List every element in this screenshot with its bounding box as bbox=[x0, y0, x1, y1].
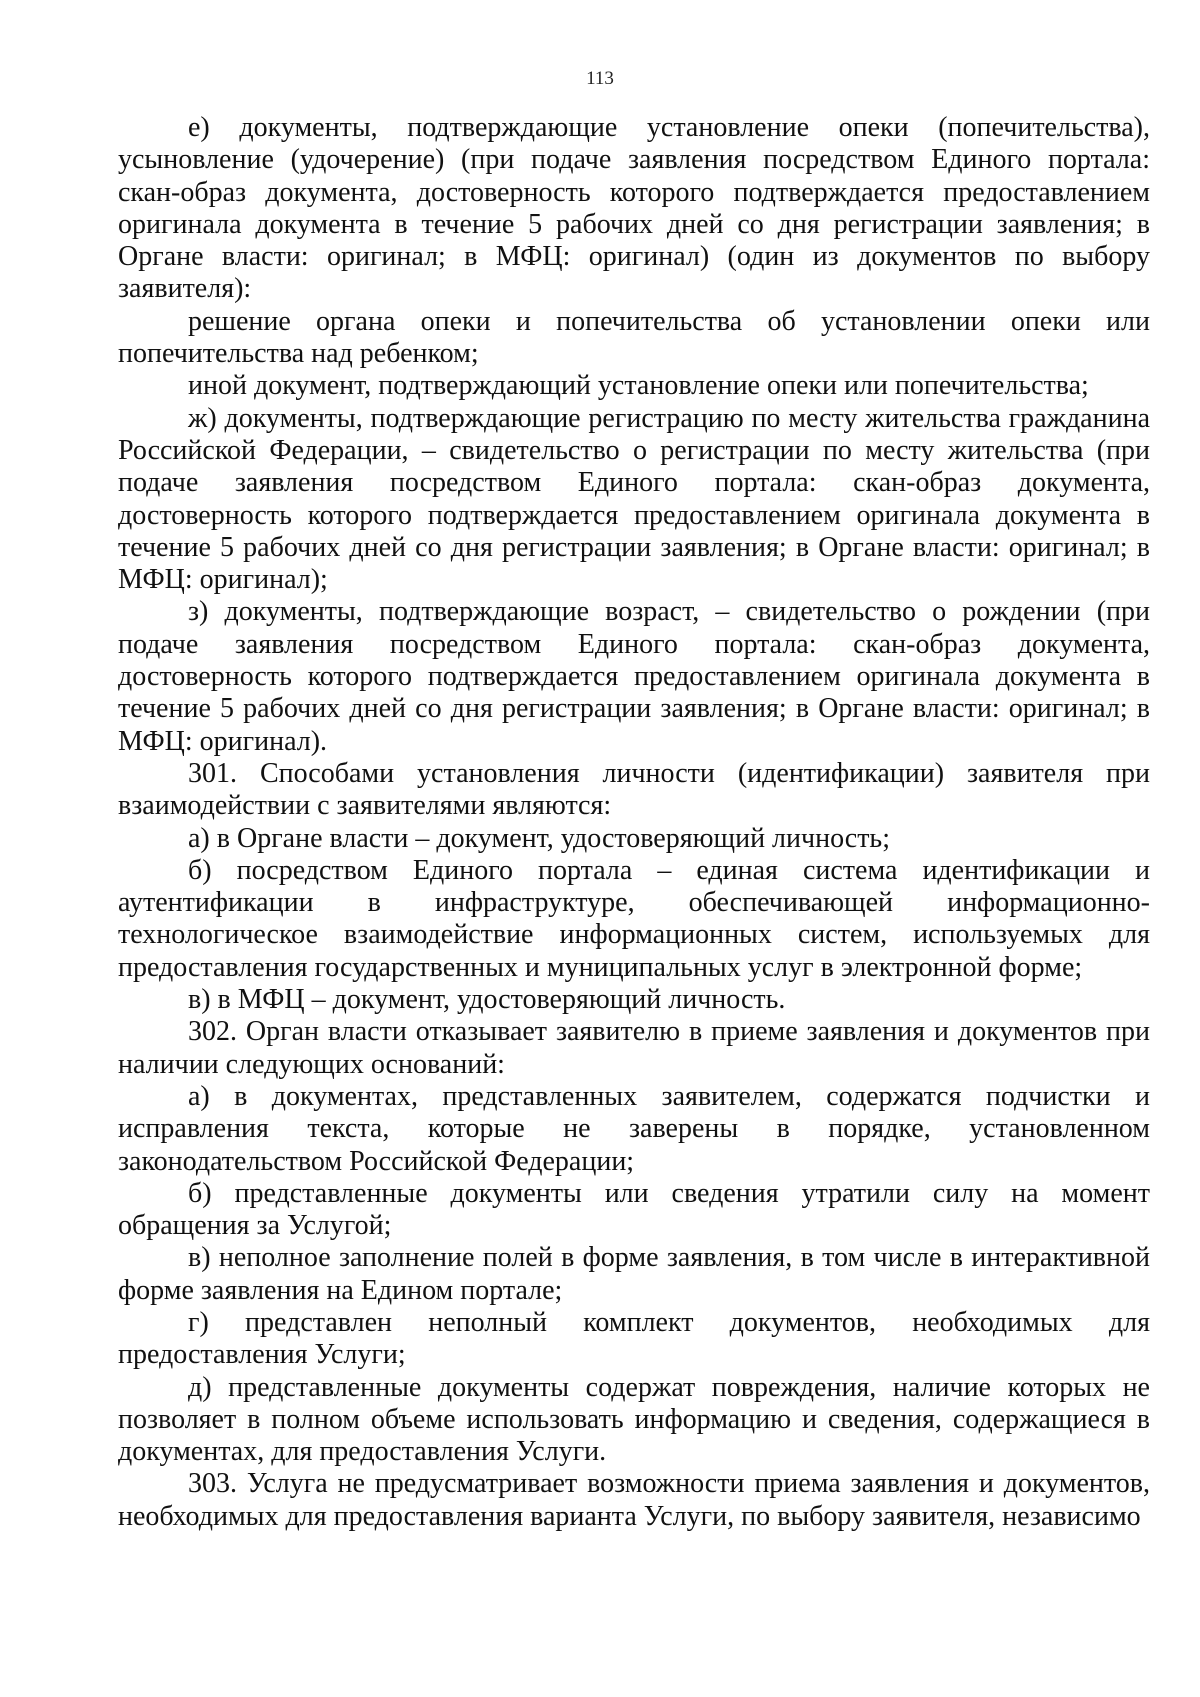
paragraph-302: 302. Орган власти отказывает заявителю в приеме заявления и документов при наличии следующих оснований: bbox=[118, 1016, 1150, 1080]
paragraph-302-d: д) представленные документы содержат повреждения, наличие которых не позволяет в полном объеме использовать информацию и сведения, содержащиеся в документах, для предоставления Услуги. bbox=[118, 1371, 1150, 1468]
paragraph-301: 301. Способами установления личности (идентификации) заявителя при взаимодействии с заявителями являются: bbox=[118, 757, 1150, 822]
paragraph-301-v: в) в МФЦ – документ, удостоверяющий личность. bbox=[188, 984, 786, 1016]
document-body bbox=[118, 112, 1150, 1533]
paragraph-guardianship-decision: решение органа опеки и попечительства об установлении опеки или попечительства над ребенком; bbox=[118, 305, 1150, 370]
paragraph-301-b: б) посредством Единого портала – единая система идентификации и аутентификации в инфраструктуре, обеспечивающей информационно-технологическое взаимодействие информационных систем, используемых для предоставления государственных и муниципальных услуг в электронной форме; bbox=[118, 854, 1150, 983]
paragraph-z-age-docs: з) документы, подтверждающие возраст, – свидетельство о рождении (при подаче заявления посредством Единого портала: скан-образ документа, достоверность которого подтверждается предоставлением оригинала документа в течение 5 рабочих дней со дня регистрации заявления; в Органе власти: оригинал; в МФЦ: оригинал). bbox=[118, 596, 1150, 757]
paragraph-302-g: г) представлен неполный комплект документов, необходимых для предоставления Услуги; bbox=[118, 1306, 1150, 1371]
paragraph-302-v: в) неполное заполнение полей в форме заявления, в том числе в интерактивной форме заявления на Едином портале; bbox=[118, 1242, 1150, 1306]
paragraph-zh-registration-docs: ж) документы, подтверждающие регистрацию по месту жительства гражданина Российской Федерации, – свидетельство о регистрации по месту жительства (при подаче заявления посредством Единого портала: скан-образ документа, достоверность которого подтверждается предоставлением оригинала документа в течение 5 рабочих дней со дня регистрации заявления; в Органе власти: оригинал; в МФЦ: оригинал); bbox=[118, 402, 1150, 596]
paragraph-301-a: а) в Органе власти – документ, удостоверяющий личность; bbox=[188, 822, 890, 854]
paragraph-other-guardianship-doc: иной документ, подтверждающий установление опеки или попечительства; bbox=[188, 370, 1089, 402]
page-number: 113 bbox=[586, 68, 614, 89]
paragraph-303: 303. Услуга не предусматривает возможности приема заявления и документов, необходимых для предоставления варианта Услуги, по выбору заявителя, независимо bbox=[118, 1468, 1150, 1532]
paragraph-302-a: а) в документах, представленных заявителем, содержатся подчистки и исправления текста, которые не заверены в порядке, установленном законодательством Российской Федерации; bbox=[118, 1080, 1150, 1177]
paragraph-302-b: б) представленные документы или сведения утратили силу на момент обращения за Услугой; bbox=[118, 1177, 1150, 1242]
paragraph-e-guardianship-docs: е) документы, подтверждающие установление опеки (попечительства), усыновление (удочерение) (при подаче заявления посредством Единого портала: скан-образ документа, достоверность которого подтверждается предоставлением оригинала документа в течение 5 рабочих дней со дня регистрации заявления; в Органе власти: оригинал; в МФЦ: оригинал) (один из документов по выбору заявителя): bbox=[118, 112, 1150, 305]
